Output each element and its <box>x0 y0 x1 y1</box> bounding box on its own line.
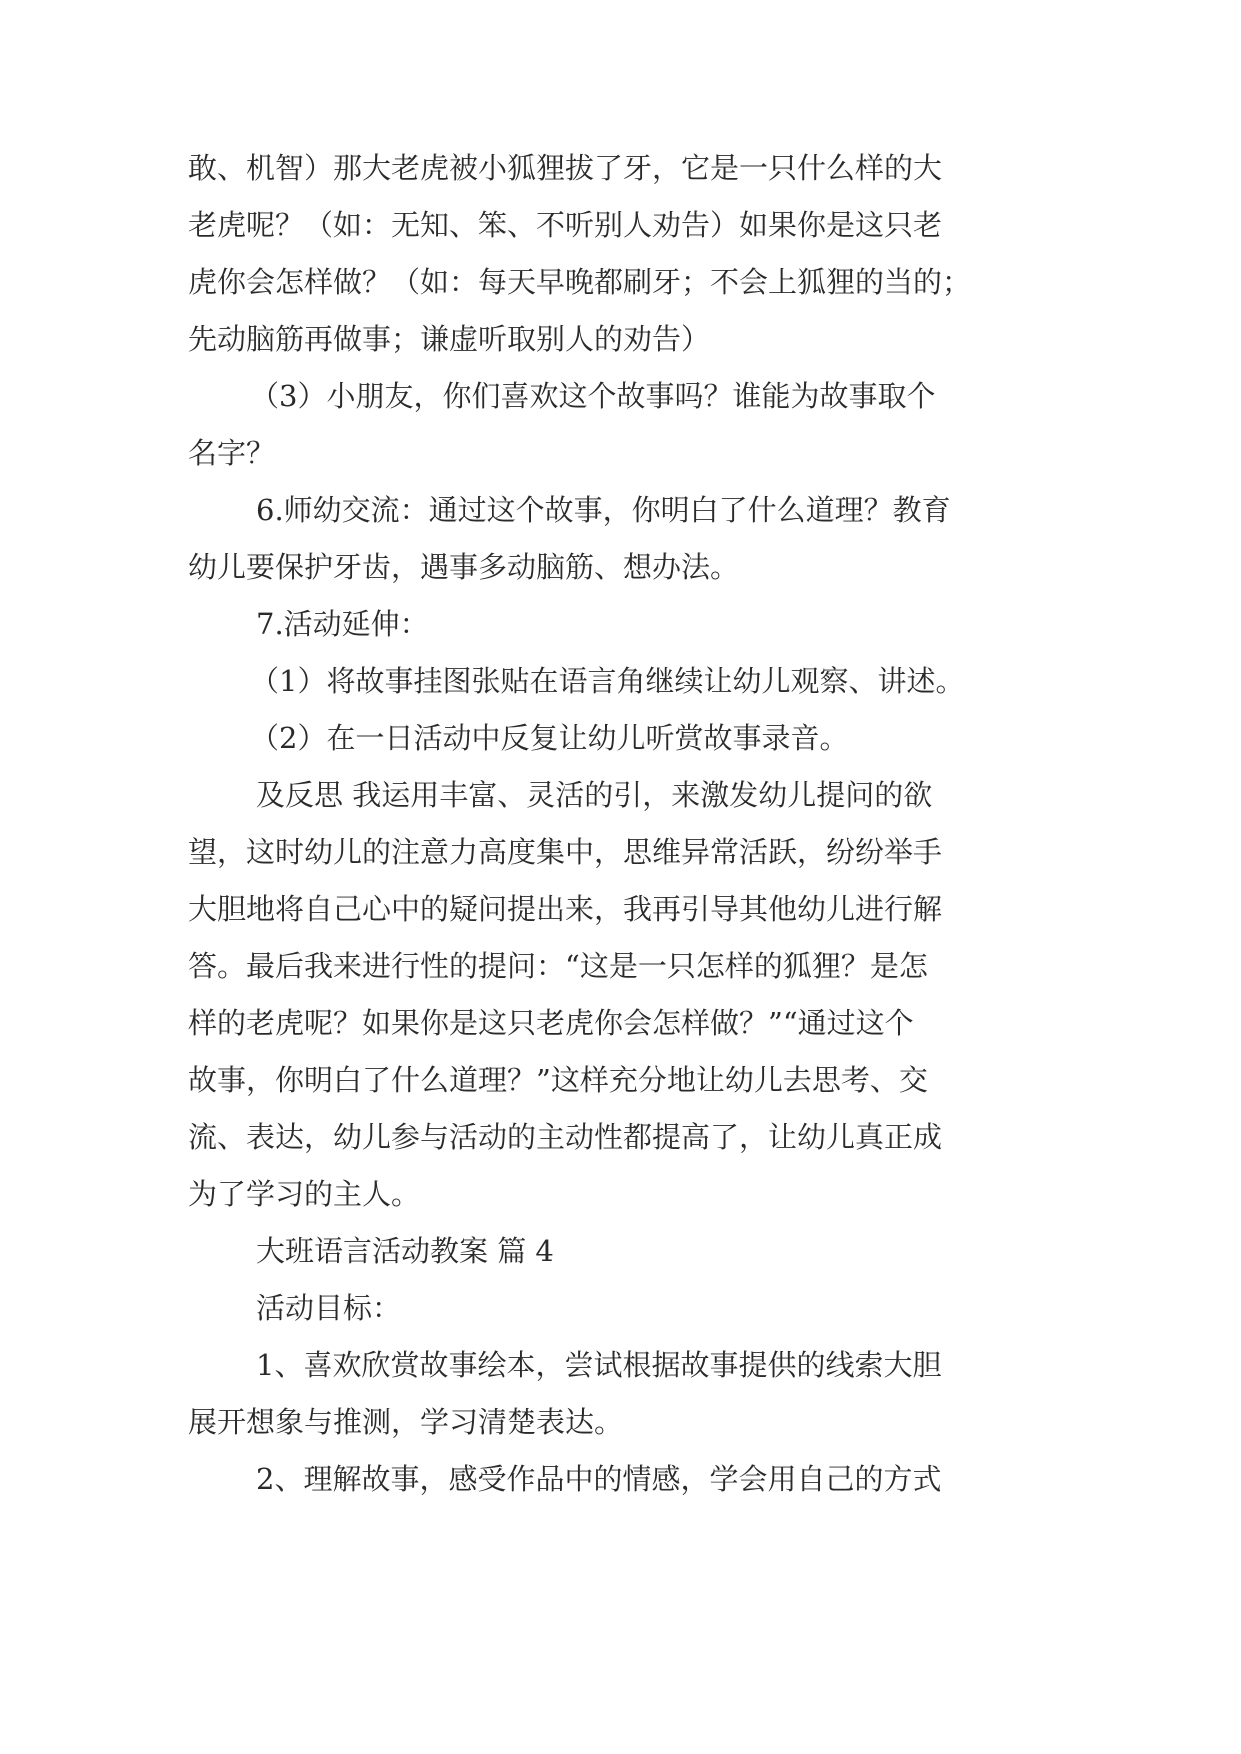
section-heading: 大班语言活动教案 篇 4 <box>256 1234 554 1268</box>
text-line: 故事，你明白了什么道理？”这样充分地让幼儿去思考、交 <box>188 1063 928 1097</box>
text-line: 大胆地将自己心中的疑问提出来，我再引导其他幼儿进行解 <box>188 892 943 926</box>
text-line: （3）小朋友，你们喜欢这个故事吗？谁能为故事取个 <box>250 379 936 413</box>
text-line: 敢、机智）那大老虎被小狐狸拔了牙，它是一只什么样的大 <box>188 151 943 185</box>
text-line: 展开想象与推测，学习清楚表达。 <box>188 1405 624 1439</box>
text-line: 样的老虎呢？如果你是这只老虎你会怎样做？”“通过这个 <box>188 1006 914 1040</box>
text-line: 幼儿要保护牙齿，遇事多动脑筋、想办法。 <box>188 550 740 584</box>
text-line: （2）在一日活动中反复让幼儿听赏故事录音。 <box>250 721 849 755</box>
text-line: 虎你会怎样做？（如：每天早晚都刷牙；不会上狐狸的当的； <box>188 265 972 299</box>
text-line: 活动目标： <box>256 1291 402 1325</box>
text-line: 望，这时幼儿的注意力高度集中，思维异常活跃，纷纷举手 <box>188 835 943 869</box>
text-line: 6.师幼交流：通过这个故事，你明白了什么道理？教育 <box>256 493 951 527</box>
text-line: 老虎呢？（如：无知、笨、不听别人劝告）如果你是这只老 <box>188 208 943 242</box>
text-line: 2、理解故事，感受作品中的情感，学会用自己的方式 <box>256 1462 942 1496</box>
text-line: 先动脑筋再做事；谦虚听取别人的劝告） <box>188 322 711 356</box>
text-line: 1、喜欢欣赏故事绘本，尝试根据故事提供的线索大胆 <box>256 1348 942 1382</box>
text-line: 答。最后我来进行性的提问：“这是一只怎样的狐狸？是怎 <box>188 949 928 983</box>
text-line: （1）将故事挂图张贴在语言角继续让幼儿观察、讲述。 <box>250 664 965 698</box>
text-line: 为了学习的主人。 <box>188 1177 421 1211</box>
text-line: 名字？ <box>188 436 276 470</box>
text-line: 7.活动延伸： <box>256 607 429 641</box>
text-line: 及反思 我运用丰富、灵活的引，来激发幼儿提问的欲 <box>256 778 933 812</box>
text-line: 流、表达，幼儿参与活动的主动性都提高了，让幼儿真正成 <box>188 1120 943 1154</box>
